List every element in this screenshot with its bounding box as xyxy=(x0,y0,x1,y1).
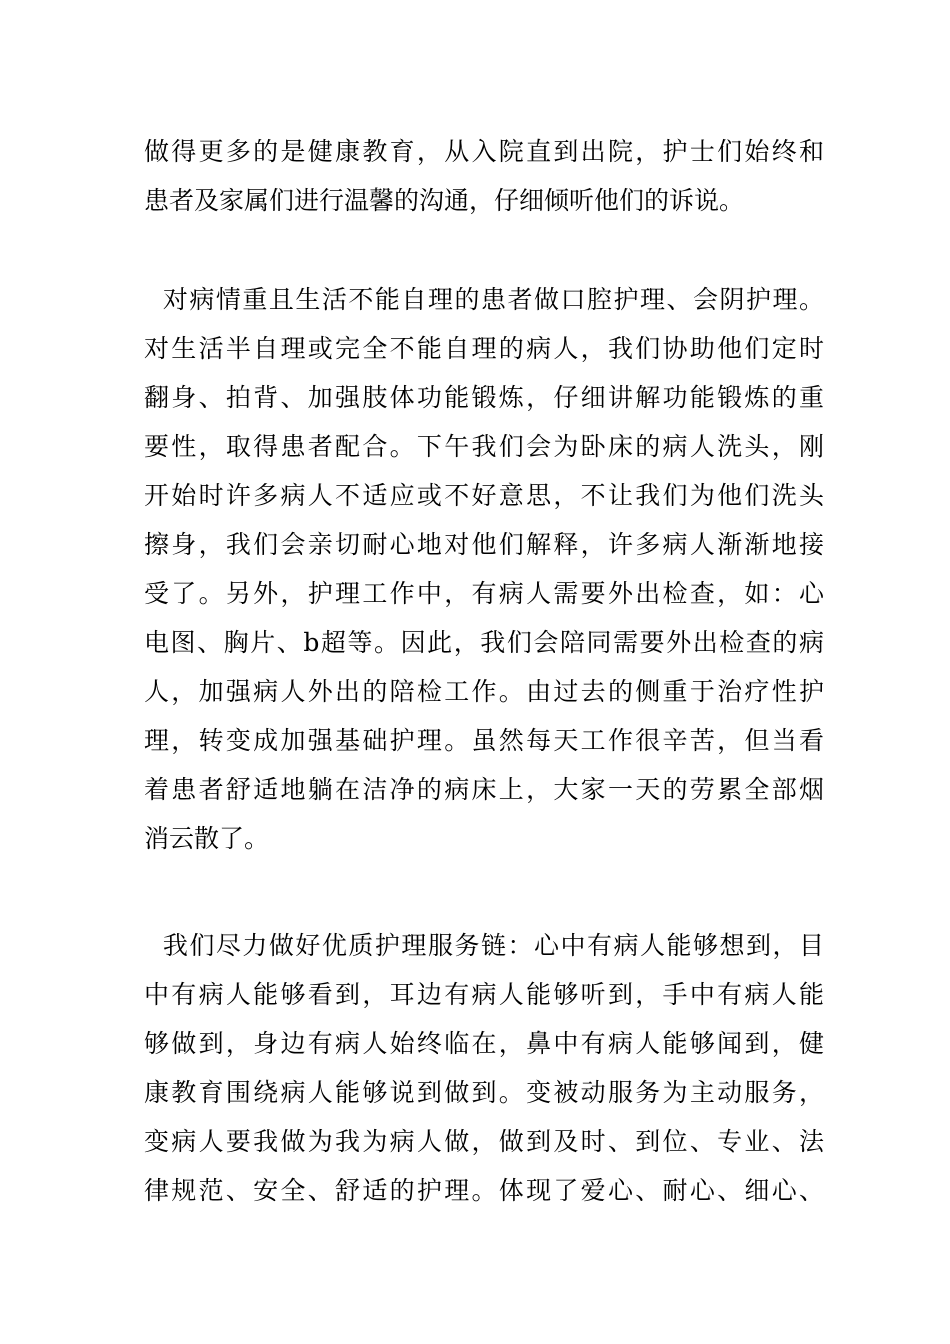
paragraph-health-education xyxy=(144,127,824,225)
text-line: 开始时许多病人不适应或不好意思，不让我们为他们洗头 xyxy=(144,481,824,510)
text-line: 电图、胸片、b超等。因此，我们会陪同需要外出检查的病 xyxy=(144,628,824,657)
paragraph-basic-care xyxy=(144,275,824,863)
paragraph-service-chain xyxy=(144,921,824,1215)
text-line: 翻身、拍背、加强肢体功能锻炼，仔细讲解功能锻炼的重 xyxy=(144,383,824,412)
text-line: 患者及家属们进行温馨的沟通，仔细倾听他们的诉说。 xyxy=(144,186,745,215)
text-line: 够做到，身边有病人始终临在，鼻中有病人能够闻到，健 xyxy=(144,1029,824,1058)
text-line: 我们尽力做好优质护理服务链：心中有病人能够想到，目 xyxy=(144,931,824,960)
text-line: 着患者舒适地躺在洁净的病床上，大家一天的劳累全部烟 xyxy=(144,775,824,804)
text-line: 中有病人能够看到，耳边有病人能够听到，手中有病人能 xyxy=(144,980,824,1009)
text-line: 擦身，我们会亲切耐心地对他们解释，许多病人渐渐地接 xyxy=(144,530,824,559)
text-line: 人，加强病人外出的陪检工作。由过去的侧重于治疗性护 xyxy=(144,677,824,706)
text-line: 康教育围绕病人能够说到做到。变被动服务为主动服务， xyxy=(144,1078,824,1107)
text-line: 律规范、安全、舒适的护理。体现了爱心、耐心、细心、 xyxy=(144,1176,824,1205)
text-line: 对生活半自理或完全不能自理的病人，我们协助他们定时 xyxy=(144,334,824,363)
text-line: 做得更多的是健康教育，从入院直到出院，护士们始终和 xyxy=(144,137,824,166)
text-line: 对病情重且生活不能自理的患者做口腔护理、会阴护理。 xyxy=(144,285,824,314)
text-line: 受了。另外，护理工作中，有病人需要外出检查，如：心 xyxy=(144,579,824,608)
text-line: 理，转变成加强基础护理。虽然每天工作很辛苦，但当看 xyxy=(144,726,824,755)
text-line: 要性，取得患者配合。下午我们会为卧床的病人洗头，刚 xyxy=(144,432,824,461)
text-line: 消云散了。 xyxy=(144,824,270,853)
text-line: 变病人要我做为我为病人做，做到及时、到位、专业、法 xyxy=(144,1127,824,1156)
